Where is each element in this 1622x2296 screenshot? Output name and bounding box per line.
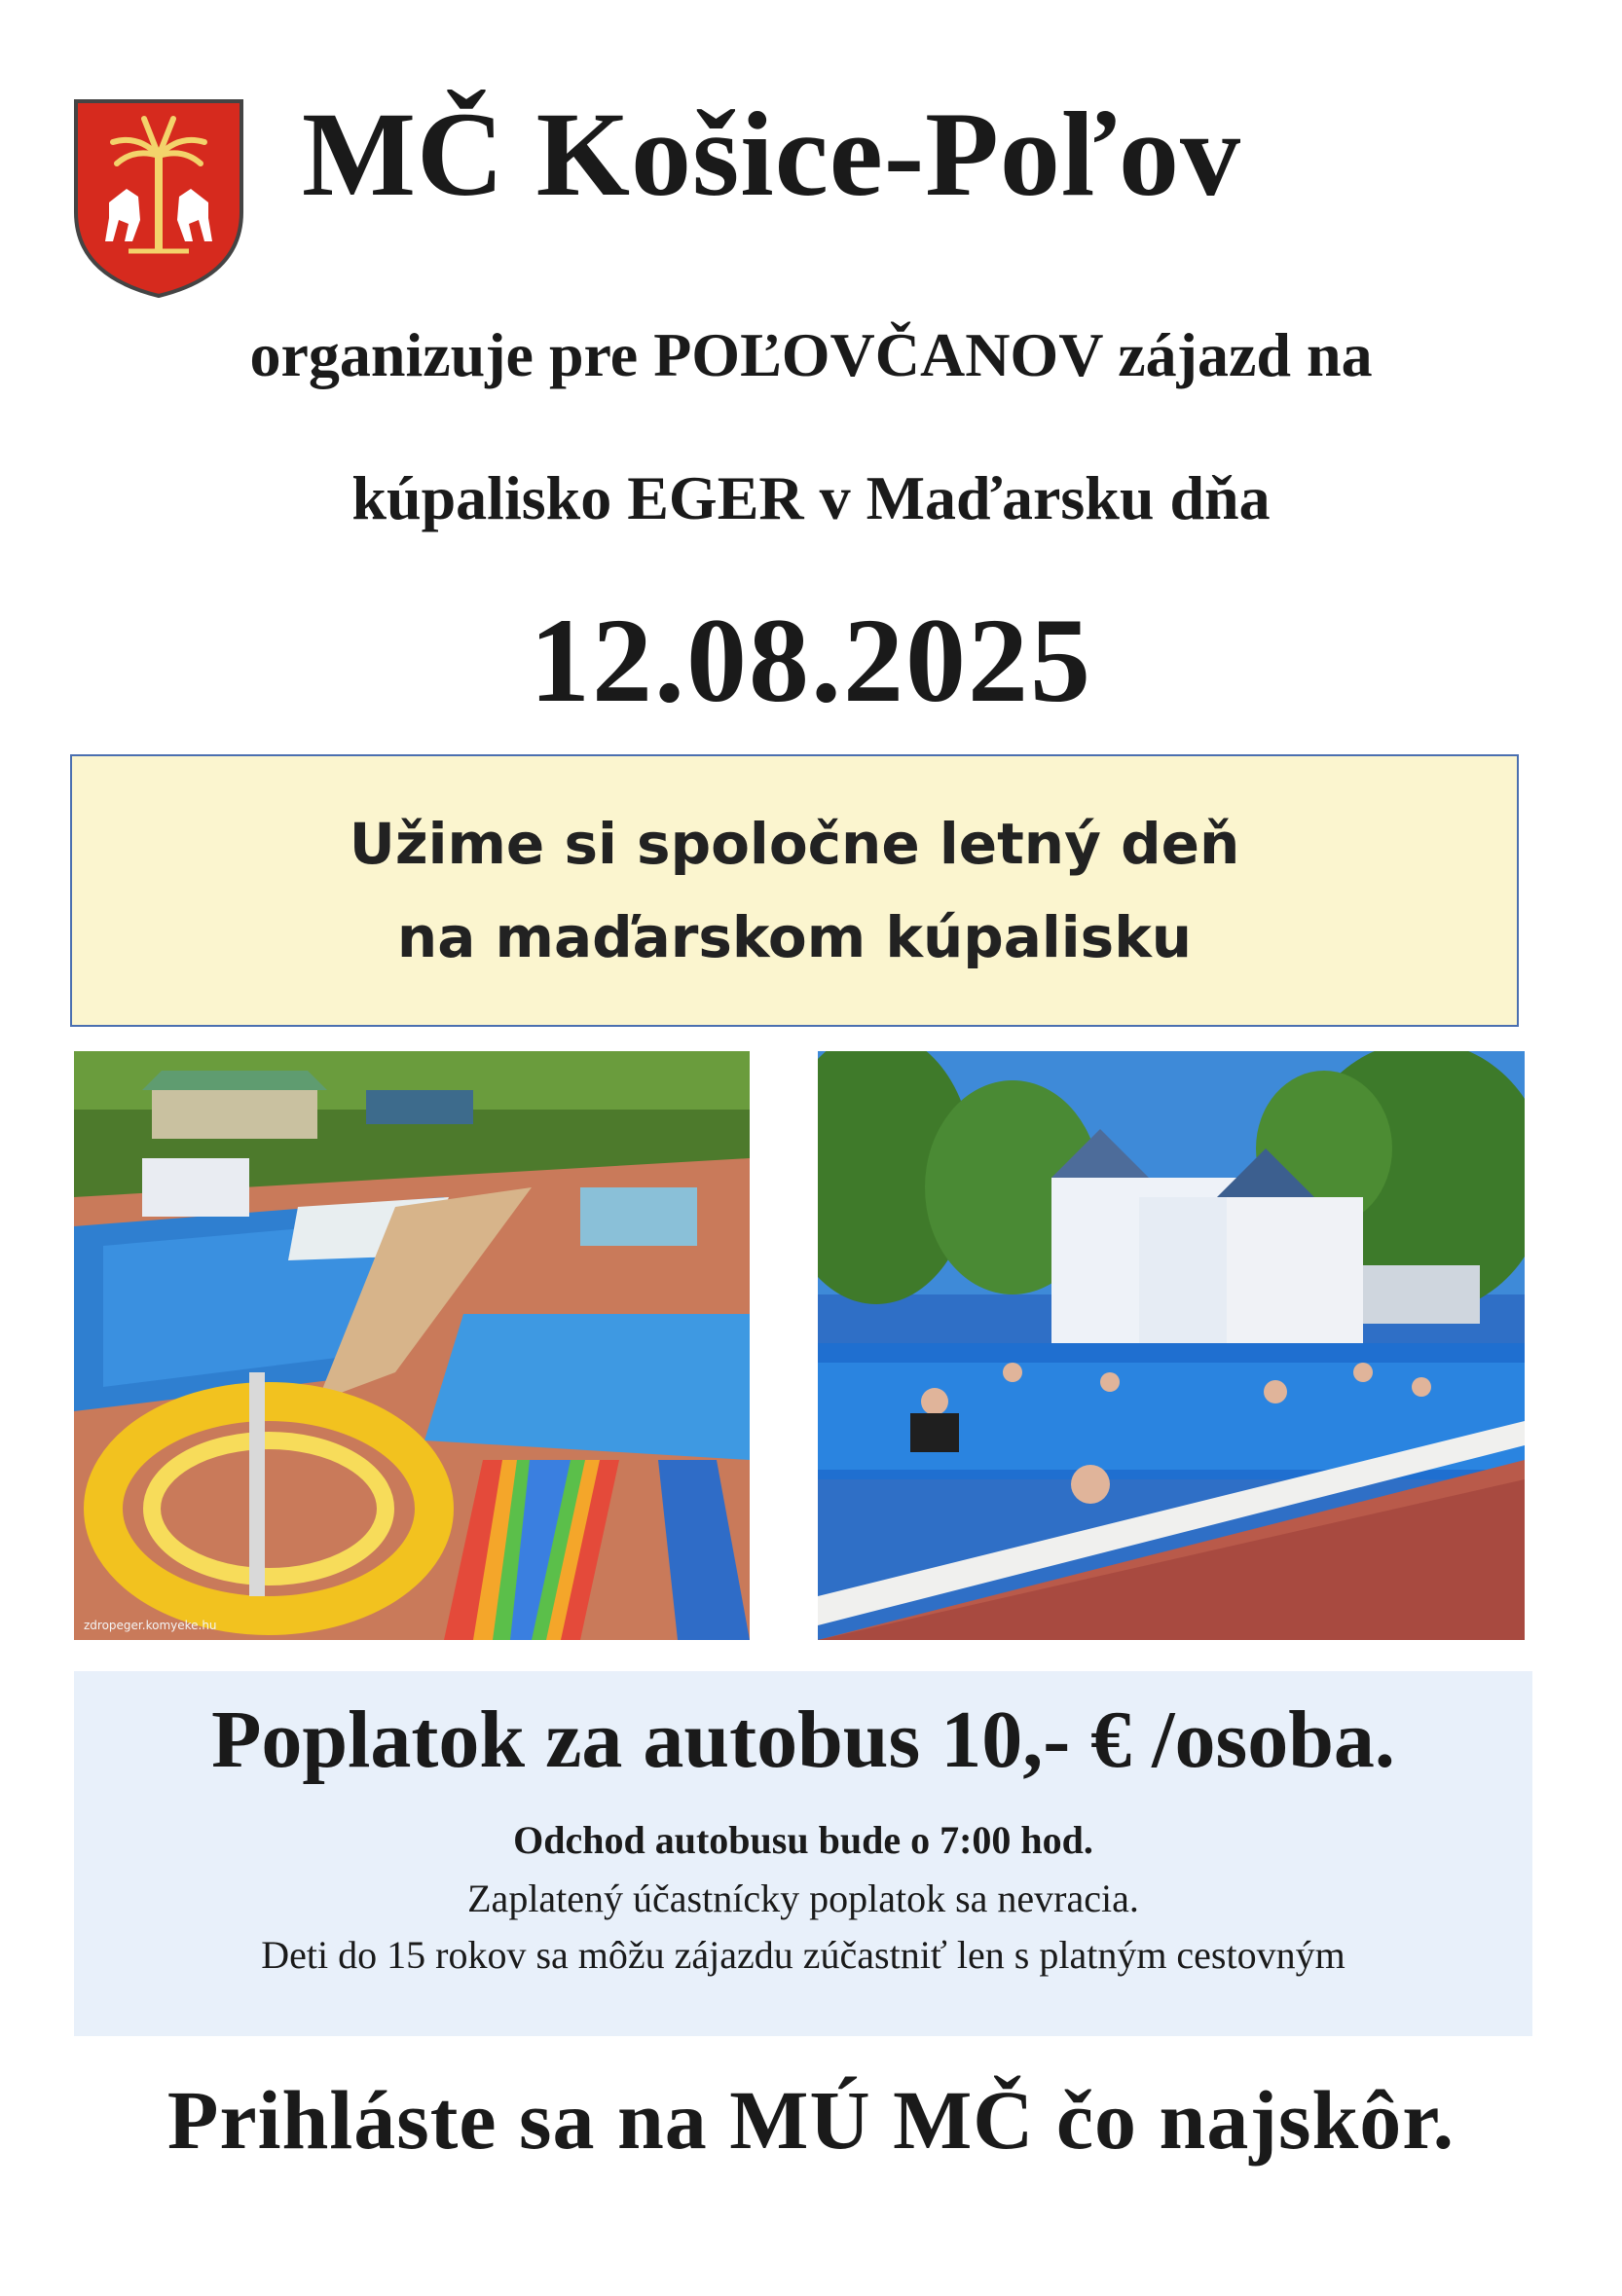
children-note: Deti do 15 rokov sa môžu zájazdu zúčastniť len s platným cestovným <box>261 1933 1346 1977</box>
no-refund-note: Zaplatený účastnícky poplatok sa nevracia. <box>467 1877 1139 1920</box>
departure-time: Odchod autobusu bude o 7:00 hod. <box>513 1818 1093 1862</box>
pool-aerial-photo <box>74 1051 750 1640</box>
page-title: MČ Košice-Poľov <box>302 88 1241 221</box>
info-box <box>74 1671 1532 2036</box>
photo-credit: zdropeger.komyeke.hu <box>84 1619 217 1632</box>
event-date: 12.08.2025 <box>530 594 1092 727</box>
slogan-banner <box>70 754 1519 1027</box>
slogan-line-1: Užime si spoločne letný deň <box>349 811 1240 877</box>
subtitle-line-2: kúpalisko EGER v Maďarsku dňa <box>351 463 1271 532</box>
subtitle-line-1: organizuje pre POĽOVČANOV zájazd na <box>249 320 1373 389</box>
slogan-line-2: na maďarskom kúpalisku <box>396 904 1193 970</box>
pool-castle-photo <box>818 1051 1525 1640</box>
call-to-action: Prihláste sa na MÚ MČ čo najskôr. <box>166 2073 1456 2167</box>
bus-fee: Poplatok za autobus 10,- € /osoba. <box>211 1695 1395 1785</box>
coat-of-arms-icon <box>70 95 247 302</box>
